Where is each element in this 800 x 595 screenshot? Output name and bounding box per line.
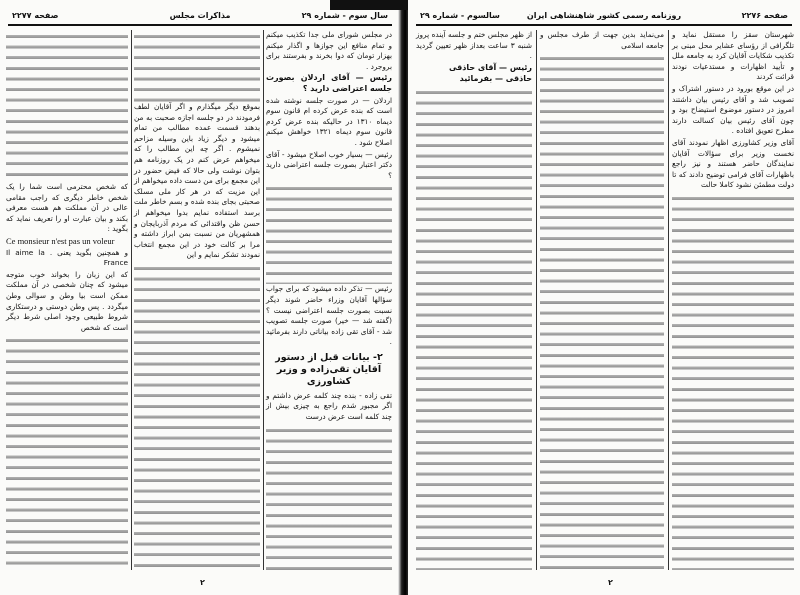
column-divider: [131, 30, 132, 570]
footer-page-mark: ۲: [200, 578, 205, 587]
paragraph: رئیس — بسیار خوب اصلاح میشود - آقای دکتر اعتبار بصورت جلسه اعتراضی دارید ؟: [266, 149, 392, 180]
left-page-header: [8, 10, 392, 26]
page-number: صفحه ۲۲۷۷: [12, 11, 59, 20]
paragraph: شهرستان سقز را مستقل نماید و تلگرافی از رؤسای عشایر محل مبنی بر تکذیب شکایات آقایان کرد به جامعه ملل و تأیید اظهارات و مستدعیات نودند قرائت کردند: [672, 30, 794, 82]
issue-number: سال سوم - شماره ۲۹: [301, 11, 388, 20]
french-quote: Ce monsieur n'est pas un voleur: [6, 235, 115, 246]
paragraph: اردلان — در صورت جلسه نوشته شده است که بنده عرض کرده ام قانون سوم دیماه ۱۳۱۰ در حالیکه بنده عرض کردم قانون سوم دیماه ۱۳۲۱ خواهش میکنم اصلاح شود .: [266, 95, 393, 147]
paragraph: می‌نماید بدین جهت از طرف مجلس و جامعه اسلامی: [540, 30, 664, 50]
right-page-header: [416, 10, 792, 26]
paragraph: تقی زاده - بنده چند کلمه عرض داشتم و اگر مجبور شدم راجع به چیزی بیش از چند کلمه است عرض درست: [266, 390, 392, 422]
speaker-line: رئیس — آقای حاذقی: [448, 62, 532, 72]
speaker-line: حاذقی — بفرمائید: [459, 74, 532, 84]
paragraph: که این زبان را بخواند خوب متوجه میشود که چنان شخصی در آن مملکت ممکن است بیا وطن و سوالی وطن میگردد . پس وطن دوستی و درستکاری شروط طبیعی وجود اصلی شرط دیگر است که شخص: [6, 269, 128, 332]
column-divider: [668, 30, 669, 570]
footer-page-mark: ۲: [608, 578, 613, 587]
column-right: [672, 30, 794, 570]
column-left: [416, 30, 532, 570]
paragraph: آقای وزیر کشاورزی اظهار نمودند آقای نخست وزیر برای سؤالات آقایان نمایندگان حاضر هستند و نیز راجع باظهارات آقای فرامی توضیح دادند که تا دولت مطمئن نشود کاملا حالت: [672, 137, 794, 190]
paragraph: رئیس — تذکر داده میشود که برای جواب سؤالها آقایان وزراء حاضر شوند دیگر نسبت بصورت جلسه اعتراضی نیست ؟ (گفته شد — خیر) صورت جلسه تصویب شد - آقای تقی زاده بیاناتی دارند بفرمائید .: [266, 284, 392, 347]
illegible-text-lines: [134, 32, 260, 102]
illegible-text-lines: [266, 184, 392, 284]
paragraph: که شخص محترمی است شما را یک شخص خاطر دیگری که راجب مقامی عالی در آن مملکت هم هست معرفی بکند و بیان عبارت او را تعریف نماید که بگوید :: [6, 182, 128, 234]
column-middle: [540, 30, 664, 570]
illegible-text-lines: [672, 194, 794, 570]
illegible-text-lines: [6, 32, 128, 182]
illegible-text-lines: [266, 426, 392, 570]
paragraph: بموقع دیگر میگذارم و اگر آقایان لطف فرمودند در دو جلسه اجازه صحبت به من بدهند قسمت عمده مطالب من تمام میشود و دیگر زیاد باین وسیله مزاحم نمیشوم . اگر چه این مطالب را که میخواهم عرض کنم در یک روزنامه هم بتوان نوشت ولی حالا که فیض حضور در این مجمع برای من دست داده میخواهم از این مزیت که در هر کار ملی مسلک صحبتی بجای بنده شده و بسم خاطر ملت برسد استفاده نمایم بدوا میخواهم از حسن ظن واقتدائی که مردم آذربایجان و همشهریان من نسبت بمن ابراز داشته و مرا بر کالت خود در این مجمع انتخاب نمودند تشکر نمایم و این: [134, 102, 260, 260]
issue-number: سالسوم - شماره ۲۹: [420, 11, 500, 20]
paragraph: و همچنین بگوید یعنی . Il aime la France: [6, 247, 128, 268]
section-title: مذاکرات مجلس: [169, 11, 231, 20]
illegible-text-lines: [540, 54, 664, 570]
illegible-text-lines: [6, 336, 128, 570]
section-heading: ۲- بیانات قبل از دستور آقایان تقی‌زاده و وزیر کشاورزی: [275, 351, 383, 387]
page-number: صفحه ۲۲۷۶: [741, 11, 788, 20]
column-divider: [263, 30, 264, 570]
speaker-line: رئیس — آقای اردلان بصورت جلسه اعتراضی دارید ؟: [266, 73, 392, 93]
column-right: [266, 30, 392, 570]
column-middle: [134, 30, 260, 570]
column-left: [6, 30, 128, 570]
illegible-text-lines: [416, 88, 532, 570]
paragraph: در مجلس شورای ملی جدا تکذیب میکنم و تمام منافع این جوازها و اگذار میکنم بهزار تومان که دوا بخرند و بفرستند برای بروجرد .: [266, 30, 392, 71]
paragraph: از ظهر مجلس ختم و جلسه آینده پروز شنبه ۳ ساعت بعداز ظهر تعیین گردید .: [416, 30, 533, 61]
publication-title: روزنامه رسمی کشور شاهنشاهی ایران: [526, 11, 682, 20]
column-divider: [536, 30, 537, 570]
right-page: [408, 0, 800, 595]
illegible-text-lines: [134, 264, 260, 570]
paragraph: در این موقع بورود در دستور اشتراک و تصویب شد و آقای رئیس بیان داشتند امروز در دستور موضوع استیضاح بود و چون آقای رئیس بیان کسالت دارند مطرح تعویق افتاده .: [672, 83, 794, 136]
